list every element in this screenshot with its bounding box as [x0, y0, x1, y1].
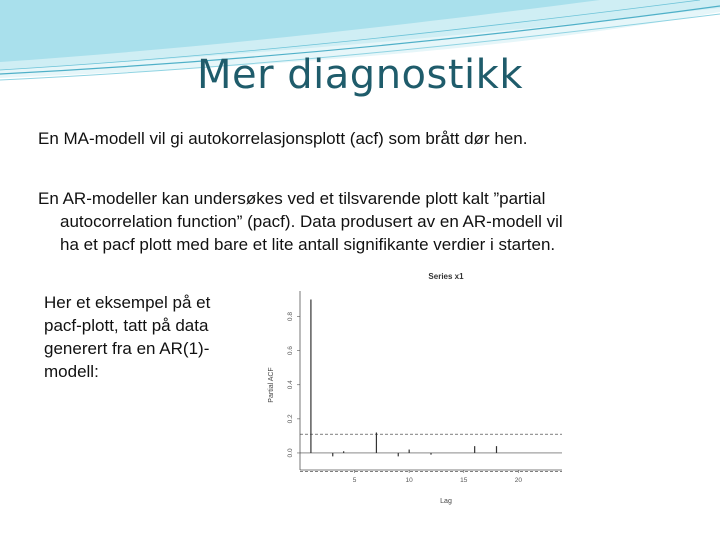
- y-tick-label: 0.4: [287, 380, 294, 390]
- pacf-chart-image: [262, 265, 608, 510]
- x-tick-label: 10: [405, 477, 413, 484]
- paragraph-ar-line-1: En AR-modeller kan undersøkes ved et tilsvarende plott kalt ”partial: [38, 189, 546, 208]
- pacf-chart: [262, 265, 608, 510]
- y-tick-label: 0.8: [287, 312, 294, 322]
- y-axis-label: Partial ACF: [268, 367, 275, 403]
- paragraph-ar-line-2: autocorrelation function” (pacf). Data produsert av en AR-modell vil: [60, 212, 563, 231]
- y-tick-label: 0.0: [287, 448, 294, 458]
- x-tick-label: 15: [460, 477, 468, 484]
- paragraph-ar-model: [38, 187, 678, 256]
- x-axis-label: Lag: [440, 498, 452, 505]
- x-tick-label: 20: [514, 477, 522, 484]
- example-line-4: modell:: [44, 362, 99, 381]
- paragraph-ar-line-3: ha et pacf plott med bare et lite antall signifikante verdier i starten.: [60, 235, 556, 254]
- slide-title: Mer diagnostikk: [197, 52, 523, 98]
- example-line-1: Her et eksempel på et: [44, 293, 211, 312]
- example-line-2: pacf-plott, tatt på data: [44, 316, 209, 335]
- x-tick-label: 5: [352, 477, 357, 484]
- chart-title: Series x1: [428, 272, 464, 281]
- example-line-3: generert fra en AR(1)-: [44, 339, 210, 358]
- paragraph-example: [44, 291, 244, 383]
- y-tick-label: 0.6: [287, 346, 294, 356]
- paragraph-ma-model: En MA-modell vil gi autokorrelasjonsplott (acf) som brått dør hen.: [38, 129, 528, 148]
- y-tick-label: 0.2: [287, 414, 294, 424]
